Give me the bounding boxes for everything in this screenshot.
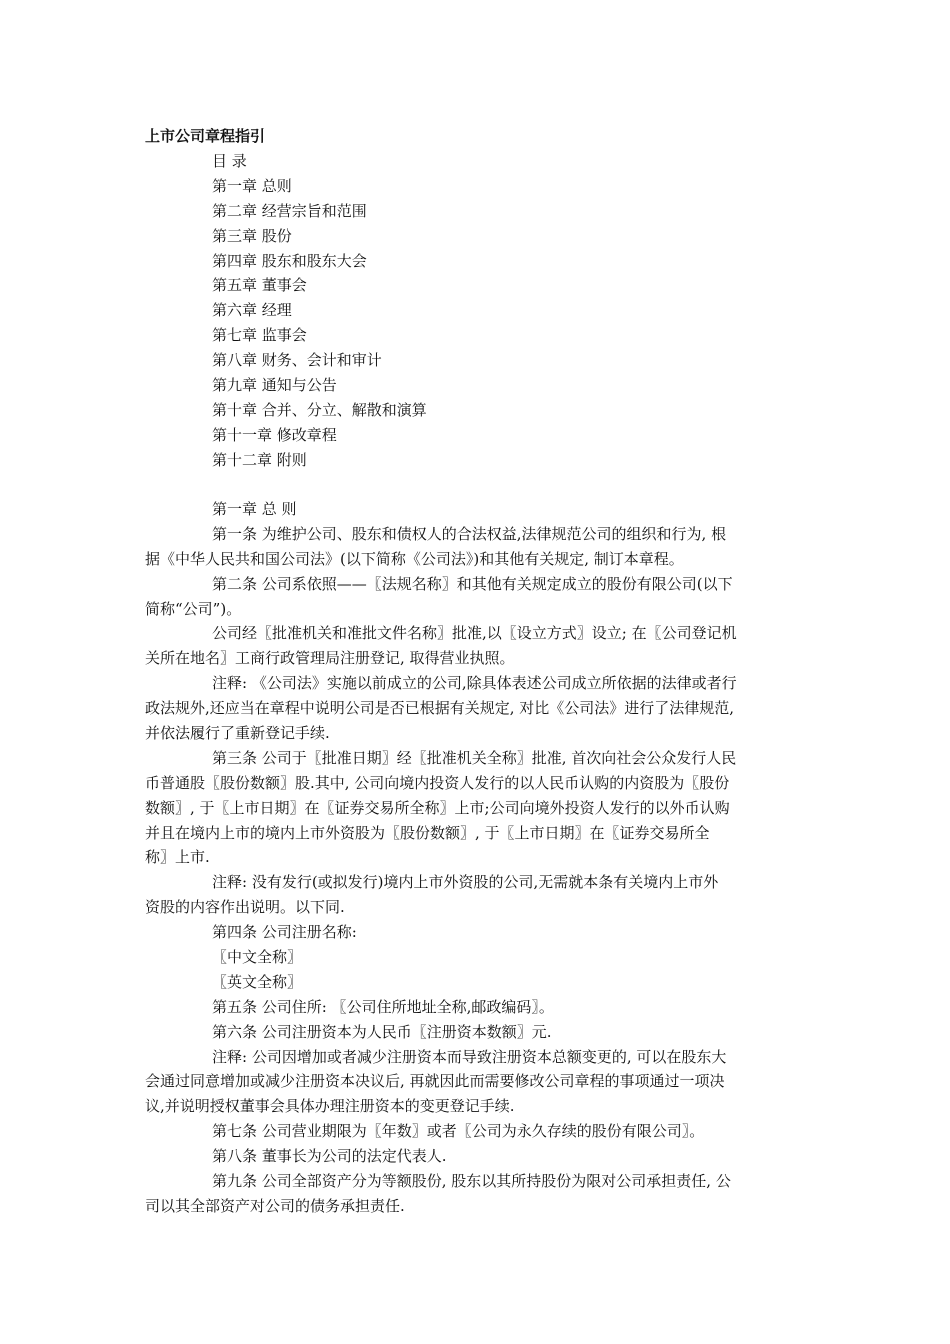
article-9-line: 司以其全部资产对公司的债务承担责任. [145,1196,405,1215]
toc-item: 第五章 董事会 [212,276,307,295]
note-3-line: 注释: 公司因增加或者减少注册资本而导致注册资本总额变更的, 可以在股东大 [212,1047,727,1066]
article-2-paragraph-line: 关所在地名〗工商行政管理局注册登记, 取得营业执照。 [145,649,515,668]
article-2-line: 简称“公司”)。 [145,599,242,618]
note-2-line: 注释: 没有发行(或拟发行)境内上市外资股的公司,无需就本条有关境内上市外 [212,873,719,892]
article-1-line: 据《中华人民共和国公司法》(以下简称《公司法》)和其他有关规定, 制订本章程。 [145,549,684,568]
article-7: 第七条 公司营业期限为〖年数〗或者〖公司为永久存续的股份有限公司〗。 [212,1122,705,1141]
article-9-line: 第九条 公司全部资产分为等额股份, 股东以其所持股份为限对公司承担责任, 公 [212,1172,731,1191]
chapter-one-body [145,499,817,1221]
toc-item: 第十一章 修改章程 [212,425,337,444]
article-4-chinese-name: 〖中文全称〗 [212,948,303,967]
table-of-contents [212,151,427,475]
article-6: 第六条 公司注册资本为人民币〖注册资本数额〗元. [212,1022,552,1041]
toc-item: 第九章 通知与公告 [212,376,337,395]
toc-item: 第六章 经理 [212,301,292,320]
note-3-line: 会通过同意增加或减少注册资本决议后, 再就因此而需要修改公司章程的事项通过一项决 [145,1072,725,1091]
toc-item: 第四章 股东和股东大会 [212,251,367,270]
article-1-line: 第一条 为维护公司、股东和债权人的合法权益,法律规范公司的组织和行为, 根 [212,524,727,543]
chapter-heading: 第一章 总 则 [212,500,297,518]
toc-item: 第一章 总则 [212,176,292,195]
article-2-line: 第二条 公司系依照——〖法规名称〗和其他有关规定成立的股份有限公司(以下 [212,574,733,593]
article-8: 第八条 董事长为公司的法定代表人. [212,1147,447,1166]
toc-item: 第十二章 附则 [212,450,307,469]
note-2-line: 资股的内容作出说明。以下同. [145,898,345,917]
toc-item: 第三章 股份 [212,226,292,245]
article-3-line: 第三条 公司于〖批准日期〗经〖批准机关全称〗批准, 首次向社会公众发行人民 [212,748,737,767]
note-1-line: 并依法履行了重新登记手续. [145,724,330,743]
note-3-line: 议,并说明授权董事会具体办理注册资本的变更登记手续. [145,1097,515,1116]
article-4-english-name: 〖英文全称〗 [212,972,303,991]
article-3-line: 称〗上市. [145,848,210,867]
article-2-paragraph-line: 公司经〖批准机关和准批文件名称〗批准,以〖设立方式〗设立; 在〖公司登记机 [212,624,737,643]
toc-item: 第十章 合并、分立、解散和演算 [212,400,427,419]
toc-item: 第二章 经营宗旨和范围 [212,201,367,220]
article-3-line: 并且在境内上市的境内上市外资股为〖股份数额〗, 于〖上市日期〗在〖证券交易所全 [145,823,710,842]
article-4: 第四条 公司注册名称: [212,923,357,942]
document-title: 上市公司章程指引 [145,127,266,145]
note-1-line: 注释: 《公司法》实施以前成立的公司,除具体表述公司成立所依据的法律或者行 [212,674,737,693]
note-1-line: 政法规外,还应当在章程中说明公司是否已根据有关规定, 对比《公司法》进行了法律规范, [145,699,735,718]
article-3-line: 数额〗, 于〖上市日期〗在〖证券交易所全称〗上市;公司向境外投资人发行的以外币认购 [145,798,730,817]
article-5: 第五条 公司住所: 〖公司住所地址全称,邮政编码〗。 [212,997,554,1016]
toc-item: 第八章 财务、会计和审计 [212,351,382,370]
toc-item: 第七章 监事会 [212,326,307,345]
toc-heading: 目 录 [212,152,247,170]
article-3-line: 币普通股〖股份数额〗股.其中, 公司向境内投资人发行的以人民币认购的内资股为〖股份 [145,773,730,792]
